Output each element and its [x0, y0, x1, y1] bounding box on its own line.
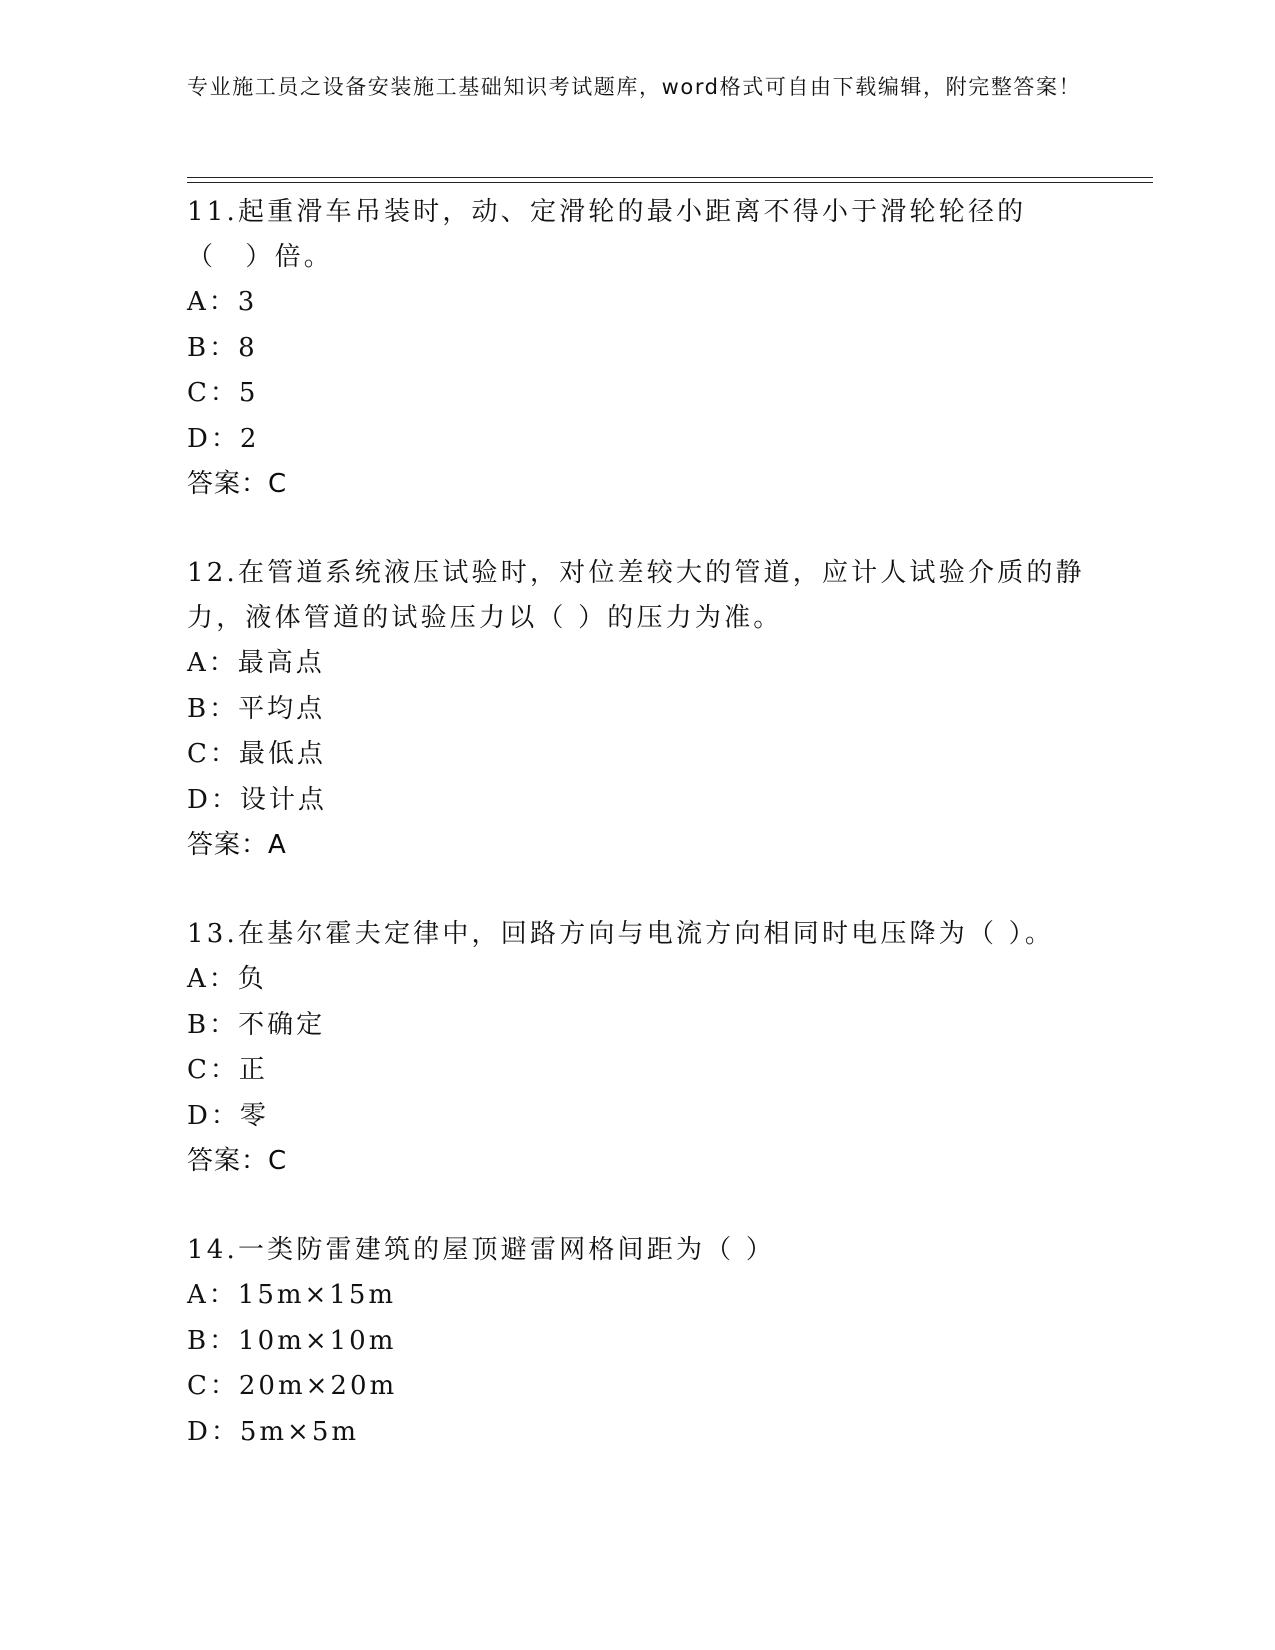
question-stem: 13.在基尔霍夫定律中，回路方向与电流方向相同时电压降为（ ）。 — [187, 919, 1055, 949]
option-b: B：10m×10m — [187, 1325, 397, 1356]
option-a: A：最高点 — [187, 648, 325, 678]
option-b: B：不确定 — [187, 1009, 326, 1040]
header-rule-top — [187, 177, 1153, 178]
option-c: C：20m×20m — [187, 1371, 398, 1401]
question-14 — [187, 1228, 1087, 1455]
answer: 答案：C — [187, 1146, 288, 1176]
header-rule-bottom — [187, 182, 1153, 183]
option-a: A：负 — [187, 964, 267, 994]
question-stem: 14.一类防雷建筑的屋顶避雷网格间距为（ ） — [187, 1235, 776, 1265]
question-11 — [187, 190, 1087, 507]
question-stem: 11.起重滑车吊装时，动、定滑轮的最小距离不得小于滑轮轮径的（ ）倍。 — [187, 197, 1027, 272]
option-c: C：5 — [187, 378, 259, 408]
option-b: B：8 — [187, 332, 258, 363]
option-a: A：3 — [187, 287, 258, 317]
answer: 答案：A — [187, 830, 287, 860]
question-list — [187, 190, 1087, 1499]
option-a: A：15m×15m — [187, 1280, 397, 1310]
option-d: D：2 — [187, 423, 260, 454]
option-d: D：零 — [187, 1100, 269, 1131]
option-b: B：平均点 — [187, 693, 326, 724]
question-13 — [187, 912, 1087, 1184]
question-12 — [187, 551, 1087, 868]
question-stem: 12.在管道系统液压试验时，对位差较大的管道，应计人试验介质的静力，液体管道的试验压力以（ ）的压力为准。 — [187, 558, 1085, 633]
option-d: D：5m×5m — [187, 1416, 360, 1447]
document-header: 专业施工员之设备安装施工基础知识考试题库，word格式可自由下载编辑，附完整答案！ — [187, 75, 1082, 99]
answer: 答案：C — [187, 469, 288, 499]
option-c: C：正 — [187, 1055, 268, 1085]
option-c: C：最低点 — [187, 739, 326, 769]
option-d: D：设计点 — [187, 784, 327, 815]
